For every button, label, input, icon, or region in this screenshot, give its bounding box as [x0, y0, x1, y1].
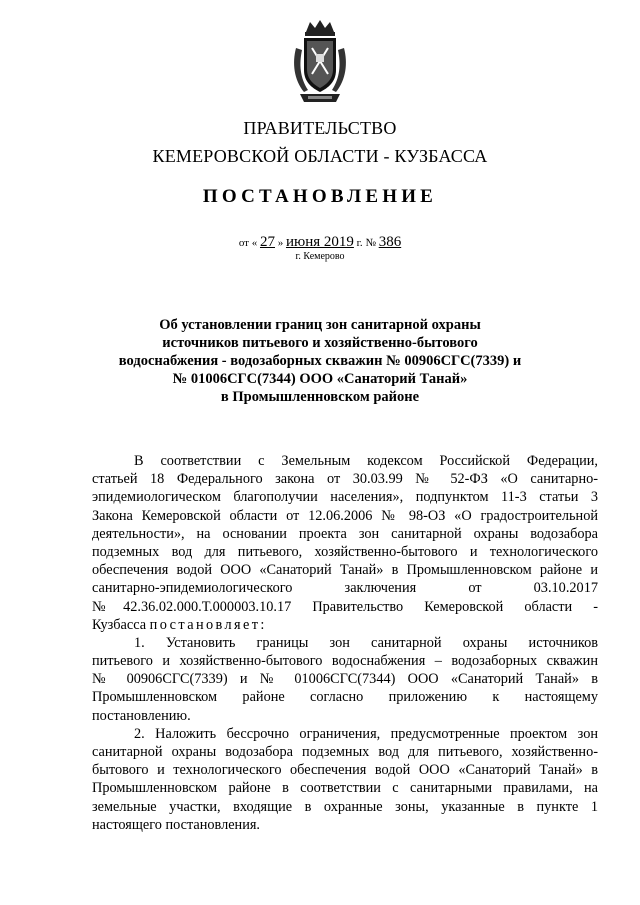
date-quote-close: » — [277, 237, 284, 249]
item1-line: № 00906СГС(7339) и № 01006СГС(7344) ООО «Санаторий Танай» в — [92, 671, 598, 688]
subject-line: источников питьевого и хозяйственно-бытового — [162, 335, 478, 351]
item2-line: бытового и технологического обеспечения водой ООО «Санаторий Танай» в — [92, 762, 598, 779]
body-line: подземных вод для питьевого, хозяйственно-бытового и технологического — [92, 543, 598, 560]
subject-line: водоснабжения - водозаборных скважин № 00906СГС(7339) и — [118, 353, 522, 369]
subject-line: в Промышленновском районе — [220, 389, 420, 405]
kuzbass-coat-of-arms-icon — [290, 18, 350, 104]
government-name-line1: ПРАВИТЕЛЬСТВО — [243, 118, 397, 138]
document-number: 386 — [378, 234, 402, 250]
date-month-year: июня 2019 — [285, 234, 354, 250]
body-line: статьей 18 Федерального закона от 30.03.99 № 52-ФЗ «О санитарно- — [92, 471, 598, 488]
item1-line: постановлению. — [92, 707, 191, 724]
document-date-number — [0, 234, 640, 251]
resolution-word: постановляет: — [149, 616, 267, 633]
item2-line: настоящего постановления. — [92, 816, 261, 833]
date-day: 27 — [259, 234, 275, 250]
government-name-line2: КЕМЕРОВСКОЙ ОБЛАСТИ - КУЗБАССА — [152, 146, 488, 166]
body-line: Закона Кемеровской области от 12.06.2006 № 98-ОЗ «О градостроительной — [92, 507, 598, 524]
document-subject — [100, 316, 540, 406]
body-line — [92, 616, 598, 634]
item1-line: питьевого и хозяйственно-бытового водоснабжения – водозаборных скважин — [92, 653, 598, 670]
subject-line: № 01006СГС(7344) ООО «Санаторий Танай» — [172, 371, 468, 387]
body-line: №42.36.02.000.Т.000003.10.17 Правительство Кемеровской области - — [92, 598, 598, 615]
item2-line: земельные участки, входящие в охранные зоны, указанные в пункте 1 — [92, 798, 598, 815]
preamble-paragraph — [92, 452, 598, 834]
body-line: деятельности», на основании проекта зон санитарной охраны водозабора — [92, 525, 598, 542]
item2-line: Промышленновском районе в соответствии с санитарными правилами, на — [92, 780, 598, 797]
date-prefix: от « — [238, 237, 258, 249]
number-sign: № — [365, 237, 376, 249]
date-year-suffix: г. — [356, 237, 363, 249]
body-line: эпидемиологическом благополучии населения», подпунктом 11-3 статьи 3 — [92, 489, 598, 506]
body-line: обеспечения водой ООО «Санаторий Танай» в Промышленновском районе и — [92, 562, 598, 579]
document-city: г. Кемерово — [295, 251, 345, 262]
subject-line: Об установлении границ зон санитарной охраны — [159, 317, 481, 333]
document-type-title: ПОСТАНОВЛЕНИЕ — [202, 186, 438, 207]
item2-line: 2. Наложить бессрочно ограничения, предусмотренные проектом зон — [134, 725, 598, 742]
item2-line: санитарной охраны водозабора подземных вод для питьевого, хозяйственно- — [92, 744, 598, 760]
body-line: В соответствии с Земельным кодексом Российской Федерации, — [134, 453, 598, 469]
body-line: санитарно-эпидемиологического заключения от 03.10.2017 — [92, 580, 598, 597]
body-line-prefix: Кузбасса — [92, 616, 150, 633]
item1-line: Промышленновском районе согласно приложению к настоящему — [92, 689, 598, 706]
item1-line: 1. Установить границы зон санитарной охраны источников — [134, 634, 598, 651]
